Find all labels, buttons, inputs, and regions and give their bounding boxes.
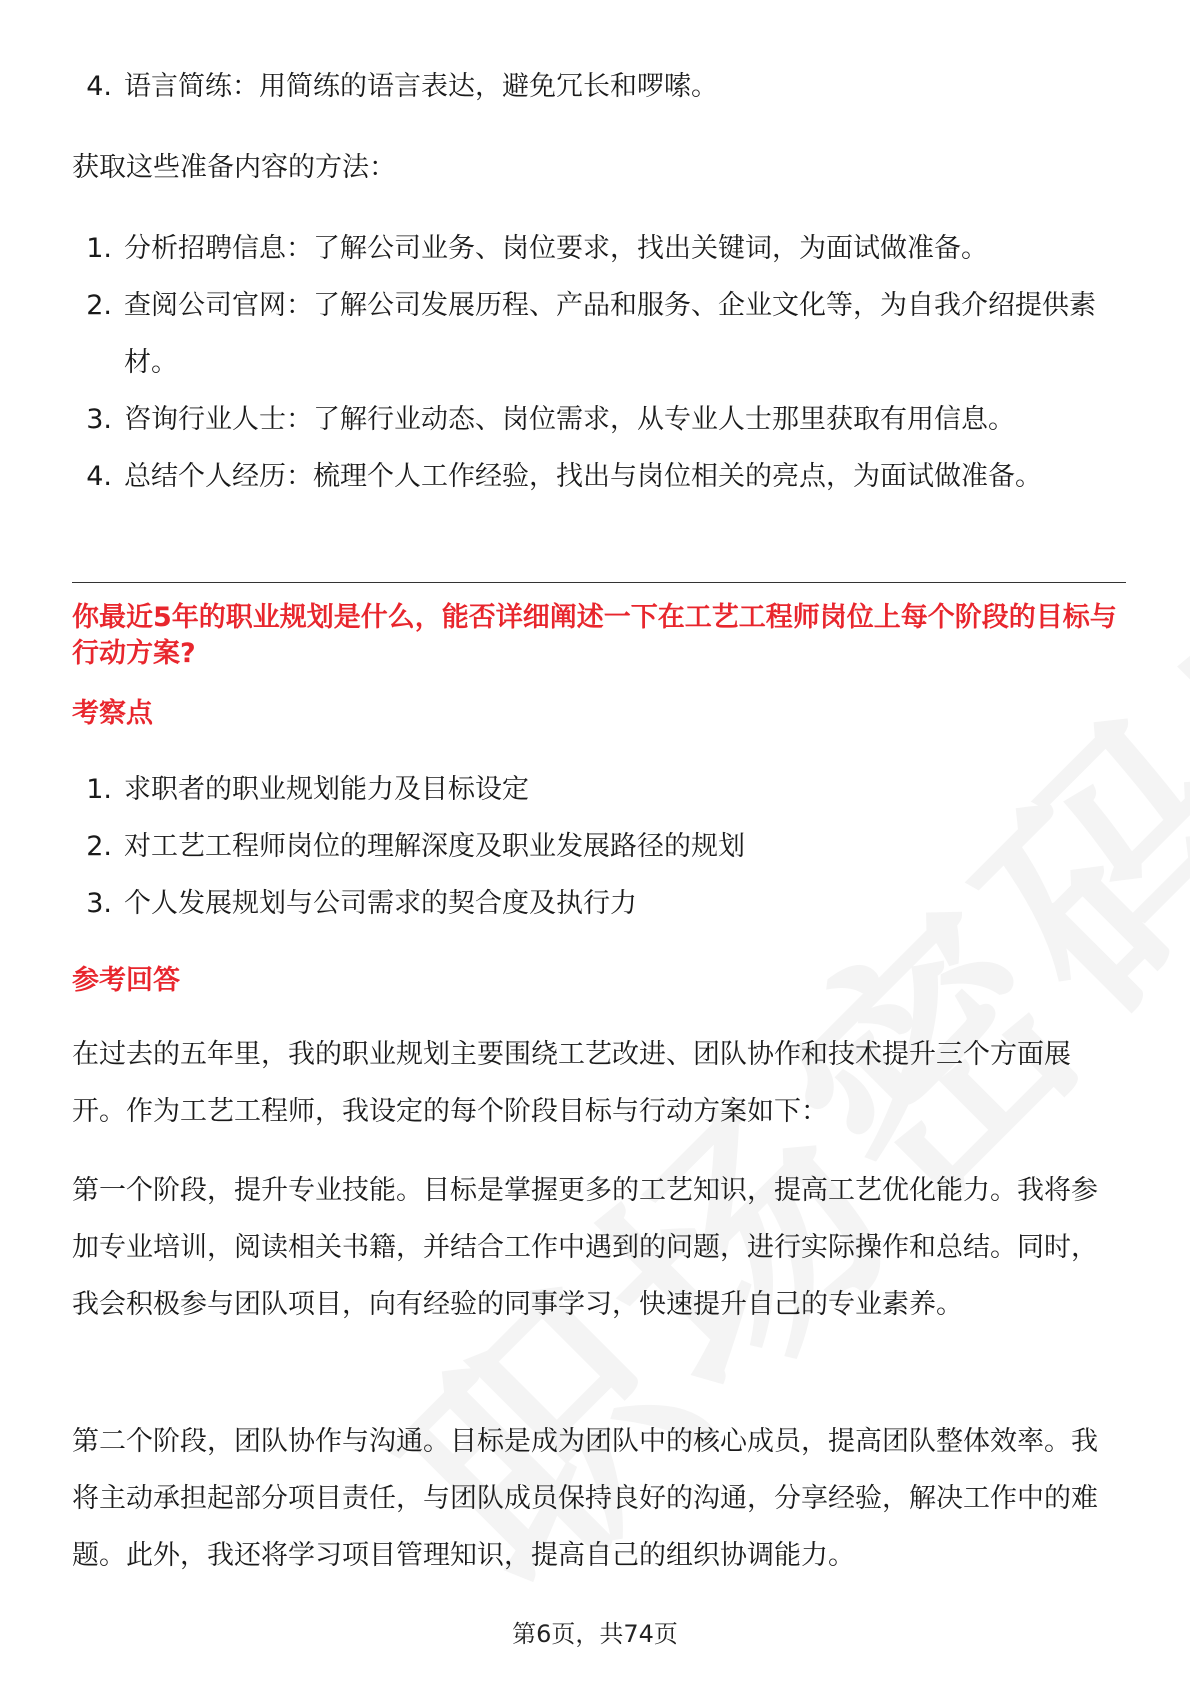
list-text: 分析招聘信息：了解公司业务、岗位要求，找出关键词，为面试做准备。 bbox=[124, 233, 988, 264]
list-number: 1. bbox=[86, 233, 112, 264]
list-text: 求职者的职业规划能力及目标设定 bbox=[124, 774, 529, 805]
answer-heading: 参考回答 bbox=[72, 965, 180, 996]
list-text: 个人发展规划与公司需求的契合度及执行力 bbox=[124, 888, 637, 919]
list-item bbox=[72, 220, 1132, 277]
list-item bbox=[72, 391, 1132, 448]
list-number: 3. bbox=[86, 888, 112, 919]
list-item bbox=[72, 277, 1132, 391]
list-text: 咨询行业人士：了解行业动态、岗位需求，从专业人士那里获取有用信息。 bbox=[124, 404, 1015, 435]
focus-heading: 考察点 bbox=[72, 698, 153, 729]
top-list bbox=[72, 58, 1132, 115]
answer-paragraph: 在过去的五年里，我的职业规划主要围绕工艺改进、团队协作和技术提升三个方面展开。作为工艺工程师，我设定的每个阶段目标与行动方案如下： bbox=[72, 1039, 1071, 1127]
list-number: 4. bbox=[86, 461, 112, 492]
list-number: 2. bbox=[86, 831, 112, 862]
list-text: 对工艺工程师岗位的理解深度及职业发展路径的规划 bbox=[124, 831, 745, 862]
list-item bbox=[72, 448, 1132, 505]
list-number: 2. bbox=[86, 290, 112, 321]
list-text: 语言简练：用简练的语言表达，避免冗长和啰嗦。 bbox=[124, 71, 718, 102]
methods-intro: 获取这些准备内容的方法： bbox=[72, 152, 396, 183]
list-number: 3. bbox=[86, 404, 112, 435]
focus-list bbox=[72, 761, 1132, 932]
answer-paragraph: 第一个阶段，提升专业技能。目标是掌握更多的工艺知识，提高工艺优化能力。我将参加专业培训，阅读相关书籍，并结合工作中遇到的问题，进行实际操作和总结。同时，我会积极参与团队项目，向有经验的同事学习，快速提升自己的专业素养。 bbox=[72, 1175, 1098, 1320]
list-item bbox=[72, 761, 1132, 818]
list-text: 总结个人经历：梳理个人工作经验，找出与岗位相关的亮点，为面试做准备。 bbox=[124, 461, 1042, 492]
list-text: 查阅公司官网：了解公司发展历程、产品和服务、企业文化等，为自我介绍提供素材。 bbox=[124, 290, 1096, 378]
section-divider bbox=[72, 582, 1126, 583]
question-heading: 你最近5年的职业规划是什么，能否详细阐述一下在工艺工程师岗位上每个阶段的目标与行动方案? bbox=[72, 602, 1117, 669]
list-number: 1. bbox=[86, 774, 112, 805]
list-number: 4. bbox=[86, 71, 112, 102]
list-item bbox=[72, 818, 1132, 875]
methods-list bbox=[72, 220, 1132, 505]
answer-paragraph: 第二个阶段，团队协作与沟通。目标是成为团队中的核心成员，提高团队整体效率。我将主动承担起部分项目责任，与团队成员保持良好的沟通，分享经验，解决工作中的难题。此外，我还将学习项目管理知识，提高自己的组织协调能力。 bbox=[72, 1426, 1098, 1571]
page-footer: 第6页，共74页 bbox=[512, 1620, 678, 1648]
list-item bbox=[72, 875, 1132, 932]
list-item bbox=[72, 58, 1132, 115]
